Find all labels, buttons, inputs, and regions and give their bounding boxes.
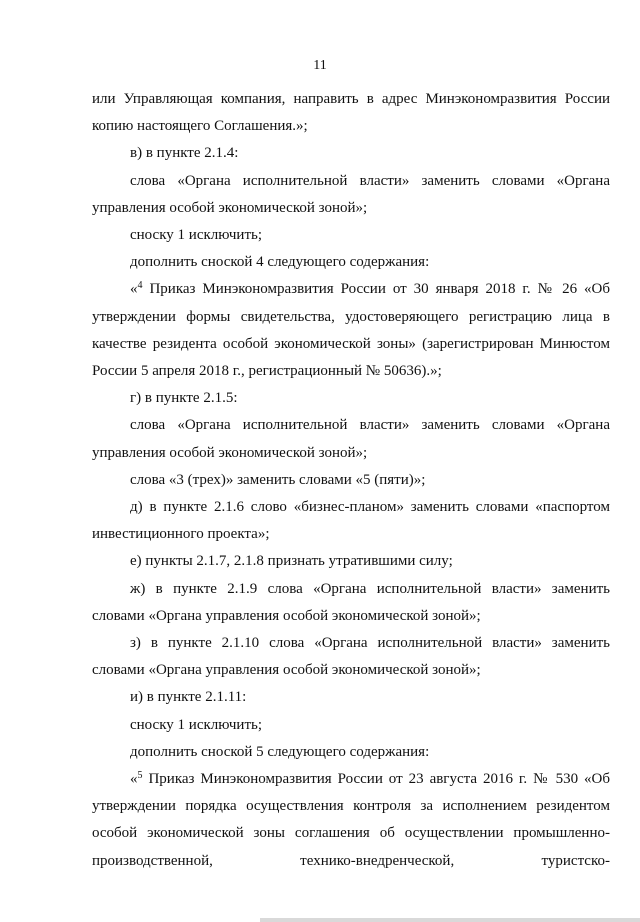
paragraph: з) в пункте 2.1.10 слова «Органа исполнительной власти» заменить словами «Органа управления особой экономической зоной»; [92,635,610,679]
footnote-paragraph: «$^5$ Приказ Минэкономразвития России от 23 августа 2016 г. № 530 «Об утверждении порядка осуществления контроля за исполнением резидентом особой экономической зоны соглашения об осуществлении промышленно-производственной, технико-внедренческой, туристско- [92,770,610,869]
document-body [92,86,610,875]
footnote-paragraph: «$^4$ Приказ Минэкономразвития России от 30 января 2018 г. № 26 «Об утверждении формы свидетельства, удостоверяющего регистрацию лица в качестве резидента особой экономической зоны» (зарегистрирован Минюстом России 5 апреля 2018 г., регистрационный № 50636).»; [92,280,610,380]
footnote-marker: 4 [137,280,143,292]
paragraph: или Управляющая компания, направить в адрес Минэкономразвития России копию настоящего Соглашения.»; [92,91,610,135]
paragraph: дополнить сноской 4 следующего содержания: [130,254,430,271]
paragraph: дополнить сноской 5 следующего содержания: [130,743,430,760]
footnote-marker: 5 [137,770,143,782]
paragraph: в) в пункте 2.1.4: [130,145,239,162]
paragraph: слова «3 (трех)» заменить словами «5 (пяти)»; [130,471,426,488]
paragraph: д) в пункте 2.1.6 слово «бизнес-планом» заменить словами «паспортом инвестиционного проекта»; [92,499,610,543]
page-number: 11 [313,58,327,73]
paragraph: слова «Органа исполнительной власти» заменить словами «Органа управления особой экономической зоной»; [92,417,610,461]
paragraph: е) пункты 2.1.7, 2.1.8 признать утратившими силу; [130,553,453,570]
paragraph: сноску 1 исключить; [130,716,263,733]
paragraph: ж) в пункте 2.1.9 слова «Органа исполнительной власти» заменить словами «Органа управления особой экономической зоной»; [92,580,610,624]
paragraph: г) в пункте 2.1.5: [130,390,238,407]
paragraph: слова «Органа исполнительной власти» заменить словами «Органа управления особой экономической зоной»; [92,172,610,216]
paragraph: и) в пункте 2.1.11: [130,689,247,706]
paragraph: сноску 1 исключить; [130,227,263,244]
scan-edge [260,918,640,922]
